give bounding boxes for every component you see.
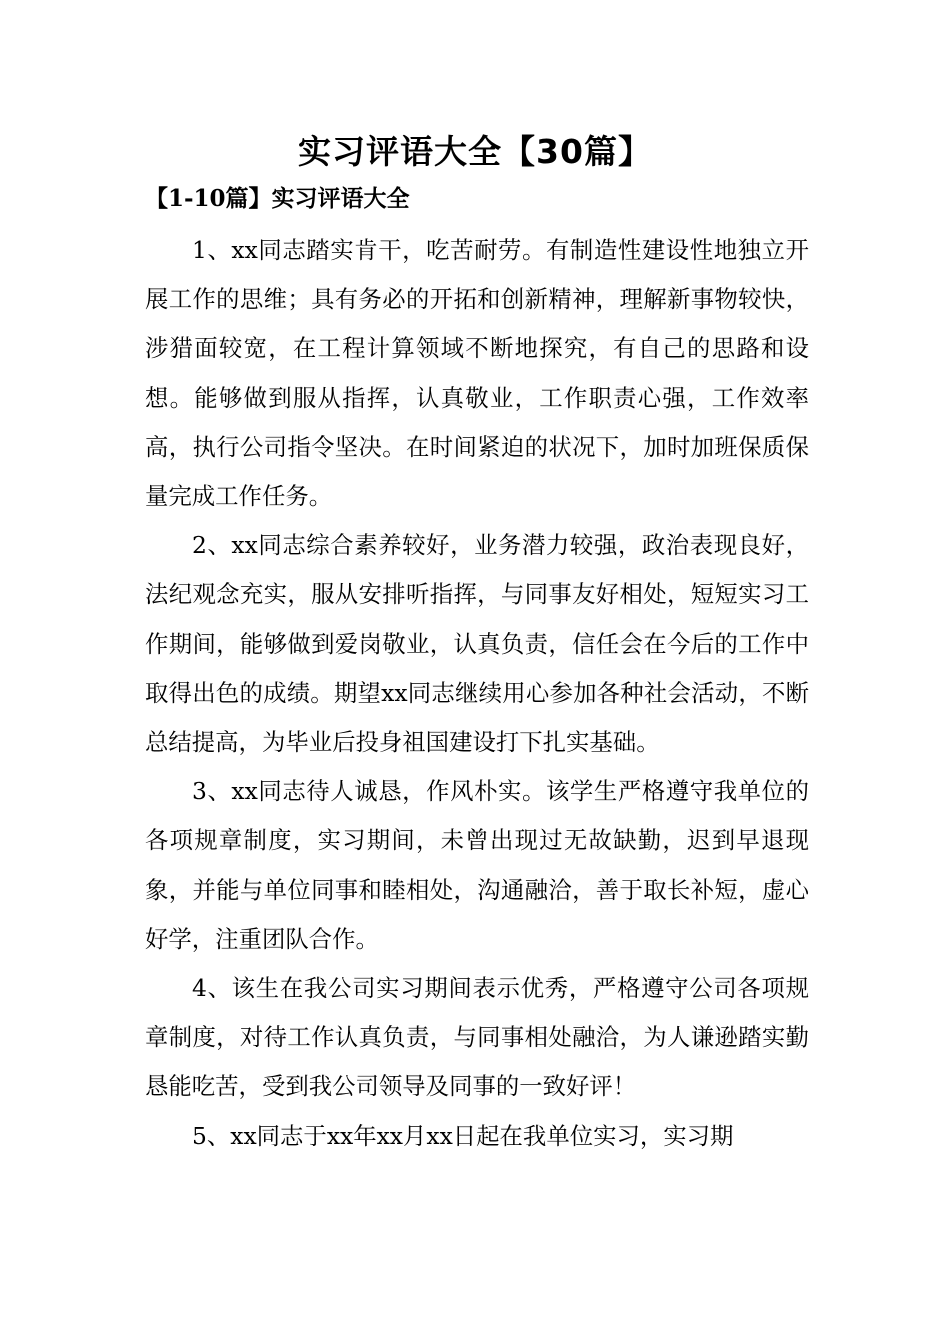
paragraph-3: 3、xx同志待人诚恳，作风朴实。该学生严格遵守我单位的各项规章制度，实习期间，未曾出现过无故缺勤，迟到早退现象，并能与单位同事和睦相处，沟通融洽，善于取长补短，虚心好学，注重团队合作。 <box>145 777 809 953</box>
document-title: 实习评语大全【30篇】 <box>298 132 652 171</box>
paragraph-1: 1、xx同志踏实肯干，吃苦耐劳。有制造性建设性地独立开展工作的思维；具有务必的开拓和创新精神，理解新事物较快，涉猎面较宽，在工程计算领域不断地探究，有自己的思路和设想。能够做到服从指挥，认真敬业，工作职责心强，工作效率高，执行公司指令坚决。在时间紧迫的状况下，加时加班保质保量完成工作任务。 <box>145 236 809 511</box>
paragraph-2: 2、xx同志综合素养较好，业务潜力较强，政治表现良好，法纪观念充实，服从安排听指挥，与同事友好相处，短短实习工作期间，能够做到爱岗敬业，认真负责，信任会在今后的工作中取得出色的成绩。期望xx同志继续用心参加各种社会活动，不断总结提高，为毕业后投身祖国建设打下扎实基础。 <box>145 531 809 757</box>
paragraph-5: 5、xx同志于xx年xx月xx日起在我单位实习，实习期 <box>192 1121 734 1150</box>
section-heading: 【1-10篇】实习评语大全 <box>145 185 410 212</box>
document-body <box>145 226 809 1161</box>
paragraph-4: 4、该生在我公司实习期间表示优秀，严格遵守公司各项规章制度，对待工作认真负责，与同事相处融洽，为人谦逊踏实勤恳能吃苦，受到我公司领导及同事的一致好评！ <box>145 974 809 1101</box>
